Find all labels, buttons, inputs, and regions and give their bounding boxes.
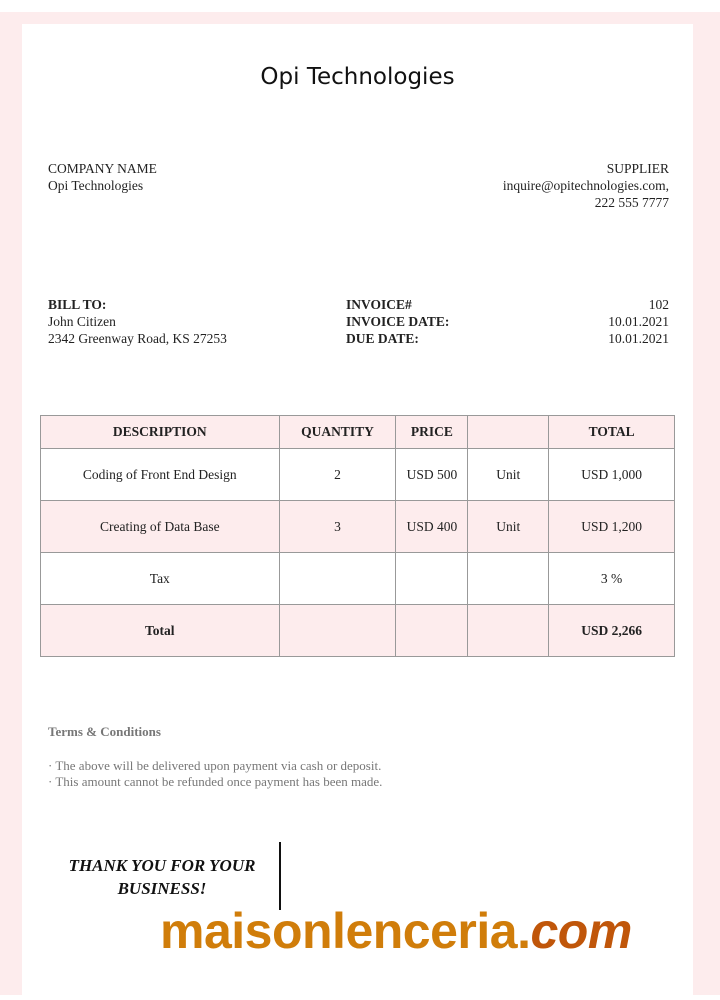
bill-to-block bbox=[48, 296, 227, 347]
watermark-tld: com bbox=[530, 903, 632, 959]
cell-price bbox=[396, 553, 468, 605]
invoice-date: 10.01.2021 bbox=[608, 314, 669, 329]
company-label: COMPANY NAME bbox=[48, 161, 157, 176]
supplier-label: SUPPLIER bbox=[606, 161, 669, 176]
cell-total: USD 1,200 bbox=[549, 501, 675, 553]
cell-quantity: 3 bbox=[279, 501, 396, 553]
cell-unit bbox=[468, 553, 549, 605]
company-block bbox=[48, 160, 157, 194]
table-row bbox=[41, 449, 675, 501]
watermark bbox=[160, 902, 632, 960]
header-unit bbox=[468, 416, 549, 449]
supplier-email: inquire@opitechnologies.com, bbox=[502, 178, 669, 193]
cell-price: USD 400 bbox=[396, 501, 468, 553]
supplier-block bbox=[503, 160, 669, 211]
invoice-number: 102 bbox=[648, 297, 669, 312]
bill-to-label: BILL TO: bbox=[48, 297, 107, 312]
terms-line: · The above will be delivered upon payment via cash or deposit. bbox=[48, 758, 382, 773]
cell-unit: Unit bbox=[468, 449, 549, 501]
terms-line: · This amount cannot be refunded once payment has been made. bbox=[48, 774, 383, 789]
cell-description: Coding of Front End Design bbox=[41, 449, 280, 501]
cell-quantity bbox=[279, 553, 396, 605]
total-row bbox=[41, 605, 675, 657]
table-row bbox=[41, 501, 675, 553]
table-header-row bbox=[41, 416, 675, 449]
tax-row bbox=[41, 553, 675, 605]
cell-total: USD 1,000 bbox=[549, 449, 675, 501]
cell-description: Creating of Data Base bbox=[41, 501, 280, 553]
cell-quantity bbox=[279, 605, 396, 657]
company-name: Opi Technologies bbox=[48, 178, 144, 193]
bill-to-address: 2342 Greenway Road, KS 27253 bbox=[48, 331, 227, 346]
cell-total: 3 % bbox=[549, 553, 675, 605]
terms-heading: Terms & Conditions bbox=[48, 724, 161, 739]
cell-price bbox=[396, 605, 468, 657]
terms-list bbox=[48, 758, 382, 790]
invoice-values bbox=[608, 296, 669, 347]
watermark-main: maisonlenceria. bbox=[160, 903, 531, 959]
invoice-labels bbox=[346, 296, 449, 347]
invoice-number-label: INVOICE# bbox=[346, 297, 412, 312]
invoice-page bbox=[22, 24, 693, 995]
cell-description: Total bbox=[41, 605, 280, 657]
due-date: 10.01.2021 bbox=[608, 331, 669, 346]
divider bbox=[279, 842, 281, 910]
header-price: PRICE bbox=[396, 416, 468, 449]
cell-total: USD 2,266 bbox=[549, 605, 675, 657]
invoice-title: Opi Technologies bbox=[260, 64, 455, 90]
cell-unit: Unit bbox=[468, 501, 549, 553]
invoice-date-label: INVOICE DATE: bbox=[346, 314, 450, 329]
header-quantity: QUANTITY bbox=[279, 416, 396, 449]
cell-description: Tax bbox=[41, 553, 280, 605]
cell-price: USD 500 bbox=[396, 449, 468, 501]
thank-you-note: THANK YOU FOR YOUR BUSINESS! bbox=[68, 856, 256, 898]
header-description: DESCRIPTION bbox=[41, 416, 280, 449]
due-date-label: DUE DATE: bbox=[346, 331, 419, 346]
cell-unit bbox=[468, 605, 549, 657]
line-items-table bbox=[40, 415, 675, 657]
supplier-phone: 222 555 7777 bbox=[594, 195, 669, 210]
bill-to-name: John Citizen bbox=[48, 314, 116, 329]
cell-quantity: 2 bbox=[279, 449, 396, 501]
header-total: TOTAL bbox=[549, 416, 675, 449]
